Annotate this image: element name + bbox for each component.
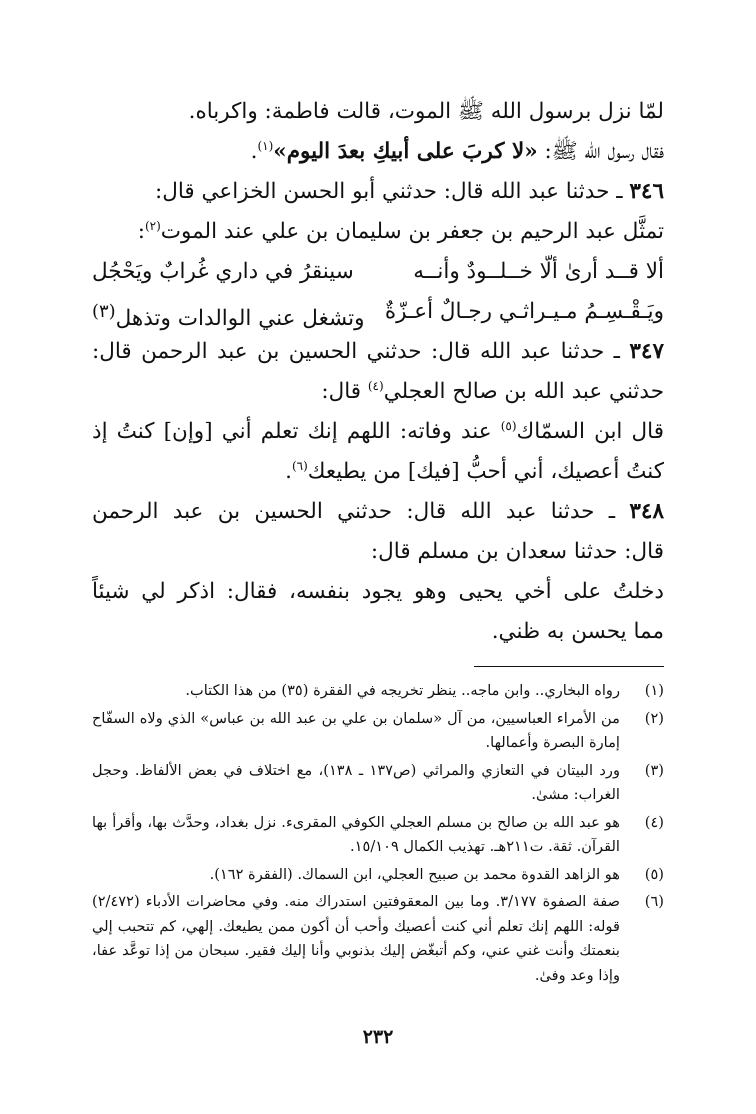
text-line-2: فقال رسول الله ﷺ: «لا كربَ على أبيكِ بعدَ اليوم»$^{(١)}$. <box>250 138 664 164</box>
poem-verse-2 <box>92 292 664 332</box>
footnote-ref: (٦) <box>291 458 308 473</box>
text-line-1: لمّا نزل برسول الله ﷺ الموت، قالت فاطمة: واكرباه. <box>188 99 664 124</box>
text-line-12: قال: حدثنا سعدان بن مسلم قال: <box>370 539 664 564</box>
footnotes <box>92 679 664 988</box>
footnote-ref: (٢) <box>144 218 161 233</box>
verse-hemistich-second: وتشغل عني الوالدات وتذهل$^{(٣)}$ <box>92 301 365 332</box>
page-content <box>92 92 664 991</box>
paragraph-346: ٣٤٦ ـ حدثنا عبد الله قال: حدثني أبو الحسن الخزاعي قال: <box>154 179 664 204</box>
footnote-ref: (٤) <box>367 378 384 393</box>
footnote-1: (١) رواه البخاري.. وابن ماجه.. ينظر تخريجه في الفقرة (٣٥) من هذا الكتاب. <box>185 682 664 699</box>
hadith-quote: «لا كربَ على أبيكِ بعدَ اليوم» <box>273 139 538 164</box>
footnote-ref: (٣) <box>92 301 116 322</box>
text-line-4: تمثَّل عبد الرحيم بن جعفر بن سليمان بن علي عند الموت$^{(٢)}$: <box>137 218 664 244</box>
verse-hemistich-first: ألا قــد أرىٰ ألّا خــلــودٌ وأنــه <box>413 259 664 284</box>
footnote-ref: (١) <box>257 138 274 153</box>
text-line-13: دخلتُ على أخي يحيى وهو يجود بنفسه، فقال: اذكر لي شيئاً <box>92 579 664 604</box>
verse-hemistich-first: ويَـقْـسِـمُ مـيـراثـي رجـالٌ أعـزّةٌ <box>384 299 664 324</box>
footnote-4: (٤) هو عبد الله بن صالح بن مسلم العجلي الكوفي المقرىء. نزل بغداد، وحدَّث بها، وأقرأ بها القرآن. ثقة. ت٢١١هـ. تهذيب الكمال ١٥/١٠٩. <box>92 813 664 855</box>
paragraph-348: ٣٤٨ ـ حدثنا عبد الله قال: حدثني الحسين بن عبد الرحمن <box>92 499 664 524</box>
text-line-9: قال ابن السمّاك$^{(٥)}$ عند وفاته: اللهم إنك تعلم أني [وإن] كنتُ إذ <box>92 418 664 444</box>
footnote-6: (٦) صفة الصفوة ٣/١٧٧. وما بين المعقوفتين استدراك منه. وفي محاضرات الأدباء (٢/٤٧٢) قوله: اللهم إنك تعلم أني كنت أعصيك وأحب أن أكون ممن يطيعك. إلهي، كم تتحبب إلي بنعمتك وأنت غني عني، وكم أتبغّض إليك بذنوبي وأنا إليك فقير. سبحان من إذا توعَّد عفا، وإذا وعد وفىٰ. <box>92 893 664 984</box>
text-line-10: كنتُ أعصيك، أني أحبُّ [فيك] من يطيعك$^{(٦)}$. <box>285 458 664 484</box>
verse-hemistich-second: سينقرُ في داري غُرابٌ ويَحْجُل <box>92 259 354 284</box>
paragraph-number: ٣٤٨ <box>629 499 664 524</box>
paragraph-number: ٣٤٦ <box>629 179 664 204</box>
text-line-8: حدثني عبد الله بن صالح العجلي$^{(٤)}$ قال: <box>321 378 664 404</box>
footnote-ref: (٥) <box>500 418 517 433</box>
paragraph-347: ٣٤٧ ـ حدثنا عبد الله قال: حدثني الحسين بن عبد الرحمن قال: <box>92 339 664 364</box>
paragraph-number: ٣٤٧ <box>629 339 664 364</box>
footnote-3: (٣) ورد البيتان في التعازي والمراثي (ص١٣٧ ـ ١٣٨)، مع اختلاف في بعض الألفاظ. وحجل الغراب: مشىٰ. <box>92 761 664 803</box>
footnote-5: (٥) هو الزاهد القدوة محمد بن صبيح العجلي، ابن السماك. (الفقرة ١٦٢). <box>209 865 664 883</box>
footnote-separator <box>474 666 664 667</box>
footnote-2: (٢) من الأمراء العباسيين، من آل «سلمان بن علي بن عبد الله بن عباس» الذي ولاه السفّاح إمارة البصرة وأعمالها. <box>92 709 664 751</box>
text-line-14: مما يحسن به ظني. <box>491 619 664 644</box>
poem-verse-1 <box>92 252 664 292</box>
page-number: ٢٣٢ <box>362 1026 394 1048</box>
